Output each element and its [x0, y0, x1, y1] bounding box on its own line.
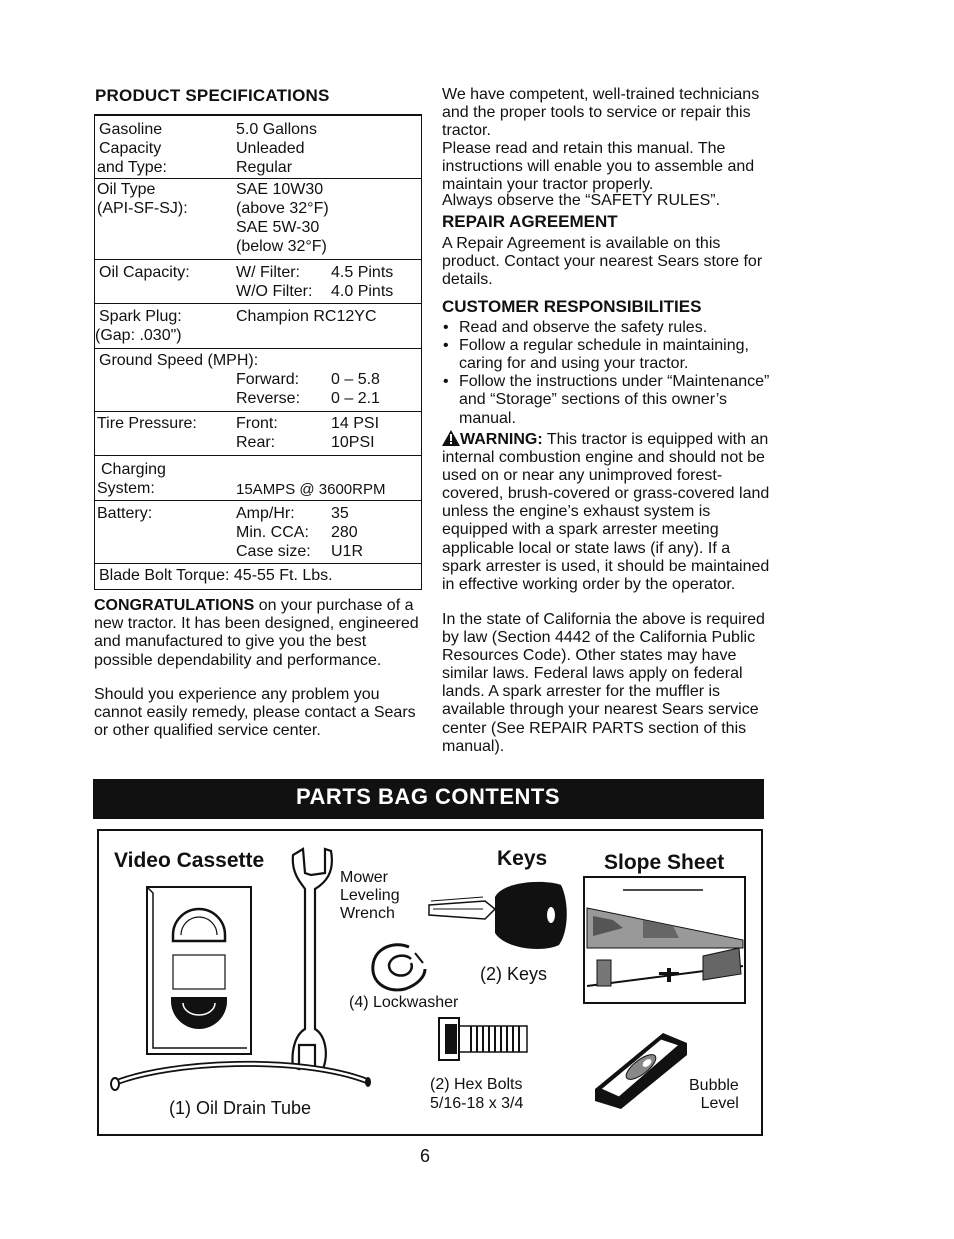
spec-value: (above 32°F) — [236, 200, 329, 217]
spec-row-gasoline — [95, 116, 421, 179]
spec-label: Oil Type — [97, 181, 156, 198]
spec-value: 35 — [331, 505, 349, 522]
spec-sub-label: Rear: — [236, 434, 276, 451]
intro-paragraph: We have competent, well-trained technicians and the proper tools to service or repair this tractor. — [442, 86, 760, 140]
warning-text: This tractor is equipped with an internal combustion engine and should not be used on or near any unimproved forest-covered, brush-covered or grass-covered land unless the engine’s exhaust system is equipped with a spark arrester meeting applicable local or state laws (if any). If a spark arrester is used, it should be maintained in effective working order by the operator. — [442, 431, 770, 593]
spec-value: (below 32°F) — [236, 238, 327, 255]
spec-value: 5.0 Gallons — [236, 121, 317, 138]
spec-row-charging — [95, 456, 421, 501]
page-number: 6 — [420, 1146, 431, 1166]
repair-agreement-heading: REPAIR AGREEMENT — [442, 212, 618, 231]
bubble-level-label: Bubble Level — [689, 1077, 739, 1112]
spec-row-oil-type — [95, 179, 421, 260]
spec-label: System: — [97, 480, 155, 497]
customer-responsibilities-section — [442, 298, 772, 428]
keys-label: (2) Keys — [480, 964, 548, 984]
spec-value: 0 – 5.8 — [331, 371, 380, 388]
spec-value: Champion RC12YC — [236, 308, 377, 325]
keys-icon — [425, 879, 569, 953]
service-paragraph: Should you experience any problem you cannot easily remedy, please contact a Sears or other qualified service center. — [94, 686, 416, 740]
oil-drain-tube-icon — [109, 1057, 377, 1099]
spec-sub-label: Reverse: — [236, 390, 301, 407]
spec-sub-label: Forward: — [236, 371, 300, 388]
spec-label: Blade Bolt Torque: 45-55 Ft. Lbs. — [99, 567, 333, 584]
warning-triangle-icon — [442, 430, 460, 446]
spec-sub-label: Front: — [236, 415, 278, 432]
list-item: • Read and observe the safety rules. — [442, 319, 772, 337]
parts-bag-box — [97, 829, 763, 1136]
spec-value: 10PSI — [331, 434, 375, 451]
spec-sub-label: W/ Filter: — [236, 264, 300, 281]
video-cassette-title: Video Cassette — [114, 849, 265, 872]
spec-row-battery — [95, 501, 421, 564]
spec-label: Gasoline — [99, 121, 163, 138]
spec-label: Tire Pressure: — [97, 415, 197, 432]
responsibilities-list — [442, 319, 772, 428]
hex-bolt-icon — [437, 1014, 531, 1064]
spec-row-ground-speed — [95, 349, 421, 412]
bubble-level-icon — [591, 1027, 691, 1113]
parts-bag-title: PARTS BAG CONTENTS — [296, 784, 561, 809]
spec-value: Regular — [236, 159, 293, 176]
congratulations-heading: CONGRATULATIONS — [94, 597, 255, 614]
hex-bolts-label: (2) Hex Bolts — [430, 1076, 523, 1093]
spec-sub-label: Case size: — [236, 543, 311, 560]
lockwasher-icon — [365, 939, 435, 995]
california-paragraph: In the state of California the above is required by law (Section 4442 of the California Public Resources Code). Other states may have similar laws. Federal laws apply on federal lands. A spark arrester for the muffler is available through your nearest Sears service center (See REPAIR PARTS section of this manual). — [442, 611, 765, 755]
spec-value: 0 – 2.1 — [331, 390, 380, 407]
spec-row-oil-capacity — [95, 260, 421, 304]
repair-agreement-text: A Repair Agreement is available on this product. Contact your nearest Sears store for details. — [442, 235, 763, 289]
retain-manual-paragraph: Please read and retain this manual. The instructions will enable you to assemble and maintain your tractor properly. — [442, 140, 755, 194]
wrench-label: Mower Leveling Wrench — [340, 869, 400, 922]
spec-label: Ground Speed (MPH): — [99, 352, 259, 369]
product-specifications-title: PRODUCT SPECIFICATIONS — [95, 86, 330, 105]
congratulations-text: on your purchase of a new tractor. It has been designed, engineered and manufactured to give you the best possible dependability and performance. — [94, 597, 419, 669]
hex-bolts-size: 5/16-18 x 3/4 — [430, 1095, 524, 1112]
spec-row-blade-torque — [95, 564, 421, 589]
parts-bag-header — [93, 779, 764, 819]
customer-responsibilities-heading: CUSTOMER RESPONSIBILITIES — [442, 297, 702, 316]
spec-value: 4.5 Pints — [331, 264, 394, 281]
congratulations-paragraph — [94, 597, 424, 670]
spec-label: Charging — [101, 461, 166, 478]
list-item: • Follow the instructions under “Maintenance” and “Storage” sections of this owner’s manual. — [442, 373, 772, 427]
spec-value: 15AMPS @ 3600RPM — [236, 481, 386, 498]
spec-sub-label: Amp/Hr: — [236, 505, 295, 522]
video-cassette-icon — [143, 883, 255, 1058]
lockwasher-label: (4) Lockwasher — [349, 994, 459, 1011]
spec-value: 4.0 Pints — [331, 283, 394, 300]
spec-label: Spark Plug: — [99, 308, 182, 325]
spec-row-spark-plug — [95, 304, 421, 349]
spec-table — [94, 114, 422, 590]
keys-title: Keys — [497, 847, 548, 870]
spec-value: SAE 10W30 — [236, 181, 324, 198]
spec-value: U1R — [331, 543, 364, 560]
list-item: • Follow a regular schedule in maintaining, caring for and using your tractor. — [442, 337, 772, 373]
warning-heading: WARNING: — [460, 431, 543, 448]
spec-label: Battery: — [97, 505, 153, 522]
oil-drain-tube-label: (1) Oil Drain Tube — [169, 1098, 312, 1118]
spec-label: (Gap: .030") — [95, 327, 182, 344]
spec-value: Unleaded — [236, 140, 305, 157]
repair-agreement-section — [442, 213, 772, 289]
spec-sub-label: Min. CCA: — [236, 524, 309, 541]
spec-value: SAE 5W-30 — [236, 219, 320, 236]
spec-value: 14 PSI — [331, 415, 380, 432]
spec-label: Capacity — [99, 140, 162, 157]
spec-sub-label: W/O Filter: — [236, 283, 313, 300]
spec-label: Oil Capacity: — [99, 264, 190, 281]
spec-row-tire-pressure — [95, 412, 421, 456]
spec-value: 280 — [331, 524, 358, 541]
slope-sheet-icon — [583, 876, 747, 1006]
slope-sheet-title: Slope Sheet — [604, 851, 725, 874]
spec-label: and Type: — [97, 159, 167, 176]
spec-label: (API-SF-SJ): — [97, 200, 188, 217]
warning-paragraph — [442, 430, 772, 594]
safety-rules-line: Always observe the “SAFETY RULES”. — [442, 192, 721, 209]
